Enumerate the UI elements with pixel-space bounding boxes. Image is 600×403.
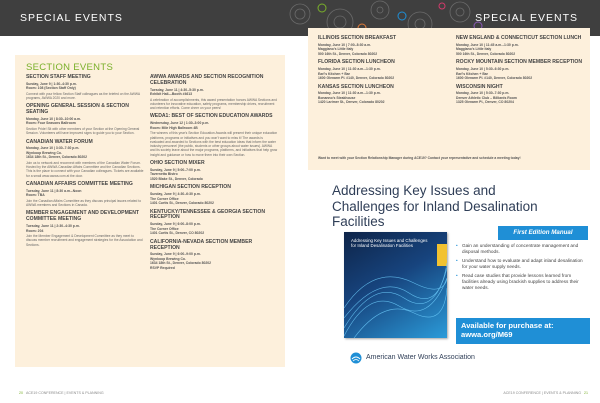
event-detail: Monday, June 10 | 5:30–7:30 p.m. [456,91,510,96]
event-detail: Wynkoop Brewing Co. [26,150,62,155]
event-detail: The Corner Office [150,226,179,231]
event-title: OHIO SECTION MIXER [150,160,205,167]
event-detail: Exhibit Hall—Booth #4613 [150,92,193,97]
event-item [150,240,278,271]
events-column-d [456,36,586,109]
page-number-left: 20 [19,391,23,395]
event-item [318,36,448,56]
event-detail: 1634 18th St., Denver, Colorado 80202 [26,155,88,160]
event-description: A celebration of accomplishments, this award presentation honors AWWA Sections and volunteers for innovative education, safety programs, membership drives, recruitment and retention efforts. Come cheer on your peers! [150,97,277,111]
event-detail: Earl's Kitchen + Bar [456,71,488,76]
organization-name: American Water Works Association [366,354,475,361]
event-item [150,114,278,157]
purchase-link[interactable]: awwa.org/M69 [461,330,513,339]
event-detail: Sunday, June 9 | 6:00–9:00 p.m. [150,252,201,257]
first-edition-ribbon: First Edition Manual [498,226,588,240]
book-cover-title: Addressing Key Issues and Challenges for Inland Desalination Facilities [351,238,428,249]
event-detail: 500 16th St., Denver, Colorado 80202 [318,51,378,56]
event-title: OPENING GENERAL SESSION & SECTION SEATING [26,103,129,116]
event-item [26,140,144,178]
events-column-a [26,75,144,251]
list-item: • Gain an understanding of concentrate management and disposal methods. [456,243,588,255]
event-detail: 1600 Glenarm Pl. #140, Denver, Colorado 80202 [318,76,395,81]
page-title-right: SPECIAL EVENTS [475,12,578,24]
book-cover-art [344,258,447,338]
event-item [150,185,278,205]
ad-bullet-list [456,243,588,294]
event-description: Join the Canadian Affairs Committee as they discuss principal issues related to AWWA members and Sections in Canada. [26,198,142,208]
event-item [318,60,448,80]
event-detail: Maggiano's Little Italy [456,47,492,52]
event-title: KANSAS SECTION LUNCHEON [318,83,394,90]
event-title: ROCKY MOUNTAIN SECTION MEMBER RECEPTION [456,59,583,66]
event-detail: Tavernetta Bistro [150,172,178,177]
event-detail: Wednesday, June 12 | 1:30–3:00 p.m. [150,121,210,126]
event-detail: Monday, June 10 | 11:30 a.m.–1:30 p.m. [318,67,381,72]
event-detail: Room: TBA [26,193,45,198]
event-detail: Room: 108 (Section Staff Only) [26,86,76,91]
book-cover-image [344,232,447,338]
event-title: KENTUCKY/TENNESSEE & GEORGIA SECTION RECEPTION [150,208,265,221]
event-detail: Monday, June 10 | 5:30–6:30 p.m. [456,67,510,72]
event-detail: Room: Four Seasons Ballroom [26,121,76,126]
event-detail: Denver Athletic Club – Billiards Room [456,95,517,100]
event-detail: 1520 Blake St., Denver, Colorado [150,176,203,181]
event-title: AWWA AWARDS AND SECTION RECOGNITION CELEBRATION [150,74,264,86]
event-detail: Earl's Kitchen + Bar [318,71,350,76]
event-detail: Wynkoop Brewing Co. [150,256,186,261]
events-column-b [150,75,278,274]
ad-headline: Addressing Key Issues and Challenges for Inland Desalination Facilities [332,183,538,229]
event-detail: Tuesday, June 11 | 8:30 a.m.–Noon [26,188,82,193]
event-detail: Sunday, June 9 | 1:30–4:30 p.m. [26,81,77,86]
event-title: MEMBER ENGAGEMENT AND DEVELOPMENT COMMITTEE MEETING [26,210,140,223]
awwa-logo-icon [350,352,362,364]
page-title-left: SPECIAL EVENTS [20,12,123,24]
footer-right [503,391,588,395]
event-title: MICHIGAN SECTION RECEPTION [150,184,231,191]
event-detail: 1401 Curtis St., Denver, CO 80202 [150,231,205,236]
event-description: Join the Member Engagement & Development Committee as they meet to discuss member recruitment and engagement strategies for the Association and Sections. [26,234,143,247]
event-item [150,210,278,236]
list-item: • Read case studies that provide lessons learned from facilities already using brackish supplies to address their water needs. [456,273,588,291]
event-description: Section Pride! Sit with other members of your Section at the Opening General Session. Volunteers will have improved signs to guide you to your Section. [26,126,140,136]
event-item [456,85,586,105]
event-detail: Sunday, June 9 | 5:00–7:00 p.m. [150,167,201,172]
event-detail: Bonanno's Steakhouse [318,95,356,100]
event-item [456,36,586,56]
event-title: CANADIAN WATER FORUM [26,138,93,145]
section-events-heading: SECTION EVENTS [26,62,114,73]
event-detail: Sunday, June 9 | 6:00–8:00 p.m. [150,222,201,227]
event-item [26,182,144,207]
event-item [26,75,144,100]
event-detail: Monday, June 10 | 11:30 a.m.–1:30 p.m. [318,91,381,96]
event-detail: RSVP Required [150,265,175,270]
list-item: • Understand how to evaluate and adapt inland desalination for your water supply needs. [456,258,588,270]
event-detail: Sunday, June 9 | 4:30–6:30 p.m. [150,192,201,197]
event-detail: 1600 Glenarm Pl. #140, Denver, Colorado 80202 [456,76,533,81]
event-detail: 1634 18th St., Denver, Colorado 80202 [150,261,212,266]
event-title: NEW ENGLAND & CONNECTICUT SECTION LUNCH [456,35,582,41]
event-detail: Tuesday, June 11 | 2:30–4:30 p.m. [26,224,80,229]
event-detail: Monday, June 10 | 7:00–8:30 a.m. [318,42,372,47]
purchase-label: Available for purchase at: [461,321,554,330]
event-item [150,161,278,181]
event-detail: Monday, June 10 | 11:45 a.m.–1:30 p.m. [456,42,519,47]
event-detail: Room: Mile High Ballroom 4B [150,125,198,130]
page-number-right: 21 [584,391,588,395]
event-item [26,104,144,135]
event-detail: 1420 Larimer St., Denver, Colorado 80202 [318,100,385,105]
event-title: SECTION STAFF MEETING [26,74,91,80]
event-title: WEDA1: BEST OF SECTION EDUCATION AWARDS [150,113,273,120]
event-description: Join us to network and reconnect with members of the Canadian Water Forum. Hosted by the AWWA Canadian Affairs Committee and the Canadian Sections. This is the place to connect with your Canadian colleagues. Tickets are available for a small www.awwa.com at the door. [26,160,144,178]
section-manager-note: Want to meet with your Section Relationship Manager during ACE19? Contact your representative and schedule a meeting today! [318,156,521,160]
event-description: The winners of this year's Section Education Awards will present their unique education platforms, programs or initiatives and you won't want to miss it! The awards is evaluated and awarded to Sections with the best education ideas that inform the water industry personnel (the public, students or other groups about water issues). AWWA and its society leave about the major programs, platforms, and initiatives that help grow insight and guidance or how to move them into their own Section. [150,131,278,157]
event-detail: Tuesday, June 11 | 4:30–5:30 p.m. [150,87,204,92]
event-title: WISCONSIN NIGHT [456,83,503,90]
event-title: FLORIDA SECTION LUNCHEON [318,59,395,66]
event-detail: Monday, June 10 | 3:30–7:30 p.m. [26,146,80,151]
event-detail: The Corner Office [150,196,179,201]
events-column-c [318,36,448,109]
event-detail: 1401 Curtis St., Denver, Colorado 80202 [150,201,214,206]
event-item [26,211,144,246]
event-detail: 1325 Glenarm Pl., Denver, CO 80204 [456,100,514,105]
event-title: ILLINOIS SECTION BREAKFAST [318,35,397,41]
event-detail: Monday, June 10 | 8:30–10:00 a.m. [26,116,81,121]
event-detail: Maggiano's Little Italy [318,47,354,52]
event-item [150,75,278,110]
footer-left-text: ACE19 CONFERENCE | EVENTS & PLANNING [26,391,104,395]
event-title: CALIFORNIA-NEVADA SECTION MEMBER RECEPTION [150,238,253,251]
footer-right-text: ACE19 CONFERENCE | EVENTS & PLANNING [503,391,581,395]
footer-left [19,391,104,395]
event-description: Connect with your fellow Section Staff colleagues as the briefed on the AWWA programs, AWWA 2020 and more. [26,91,140,101]
event-detail: 500 16th St., Denver, Colorado 80202 [456,51,516,56]
event-item [318,85,448,105]
event-item [456,60,586,80]
event-detail: Room: 204 [26,228,44,233]
event-title: CANADIAN AFFAIRS COMMITTEE MEETING [26,181,133,188]
